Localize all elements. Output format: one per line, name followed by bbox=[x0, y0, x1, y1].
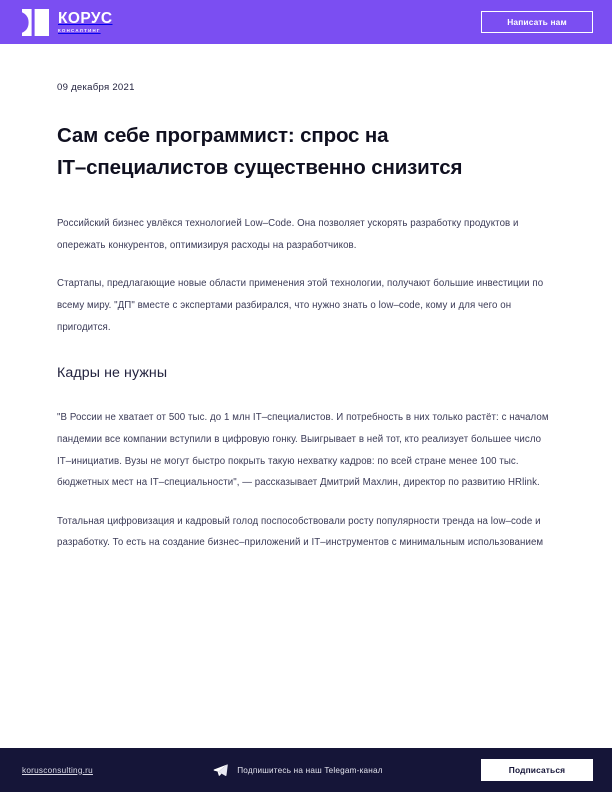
footer-site-url[interactable]: korusconsulting.ru bbox=[22, 765, 93, 775]
paragraph: Тотальная цифровизация и кадровый голод поспособствовали росту популярности тренда на low–code и разработку. То есть на создание бизнес–приложений и IT–инструментов с минимальным использованием bbox=[57, 515, 544, 549]
page-title bbox=[57, 120, 555, 183]
article-intro bbox=[57, 213, 555, 338]
brand-name: КОРУС bbox=[58, 10, 113, 28]
paragraph: Российский бизнес увлёкся технологией Low–Code. Она позволяет ускорять разработку продуктов и опережать конкурентов, оптимизируя расходы на разработчиков. bbox=[57, 218, 519, 251]
korus-bracket-logo-icon bbox=[22, 9, 49, 36]
article-content bbox=[0, 44, 612, 748]
page-title-line-1: Сам себе программист: спрос на bbox=[57, 124, 389, 147]
section-heading: Кадры не нужны bbox=[57, 365, 168, 382]
subscribe-button[interactable]: Подписаться bbox=[481, 759, 593, 781]
page-title-line-2: IT–специалистов существенно снизится bbox=[57, 155, 463, 179]
site-footer bbox=[0, 748, 612, 792]
contact-us-button[interactable]: Написать нам bbox=[481, 11, 593, 33]
paragraph: "В России не хватает от 500 тыс. до 1 млн IT–специалистов. И потребность в них только растёт: с началом пандемии все компании вступили в цифровую гонку. Выигрывает в ней тот, кто реализует большее число IT–инициатив. Вузы не могут быстро покрыть такую нехватку кадров: по всей стране менее 100 тыс. бюджетных мест на IT–специальности", — рассказывает Дмитрий Махлин, директор по развитию HRlink. bbox=[57, 412, 549, 489]
site-header bbox=[0, 0, 612, 44]
article-section-body bbox=[57, 407, 555, 554]
paragraph: Стартапы, предлагающие новые области применения этой технологии, получают большие инвестиции по всему миру. "ДП" вместе с экспертами разбирался, что нужно знать о low–code, кому и для чего он пригодится. bbox=[57, 278, 544, 333]
brand-subtitle: КОНСАЛТИНГ bbox=[58, 28, 101, 34]
brand-wordmark bbox=[58, 10, 113, 34]
brand-logo[interactable] bbox=[22, 9, 113, 36]
article-date: 09 декабря 2021 bbox=[57, 82, 135, 93]
telegram-paper-plane-icon bbox=[213, 763, 228, 778]
telegram-promo-text: Подпишитесь на наш Telegam-канал bbox=[237, 765, 383, 775]
